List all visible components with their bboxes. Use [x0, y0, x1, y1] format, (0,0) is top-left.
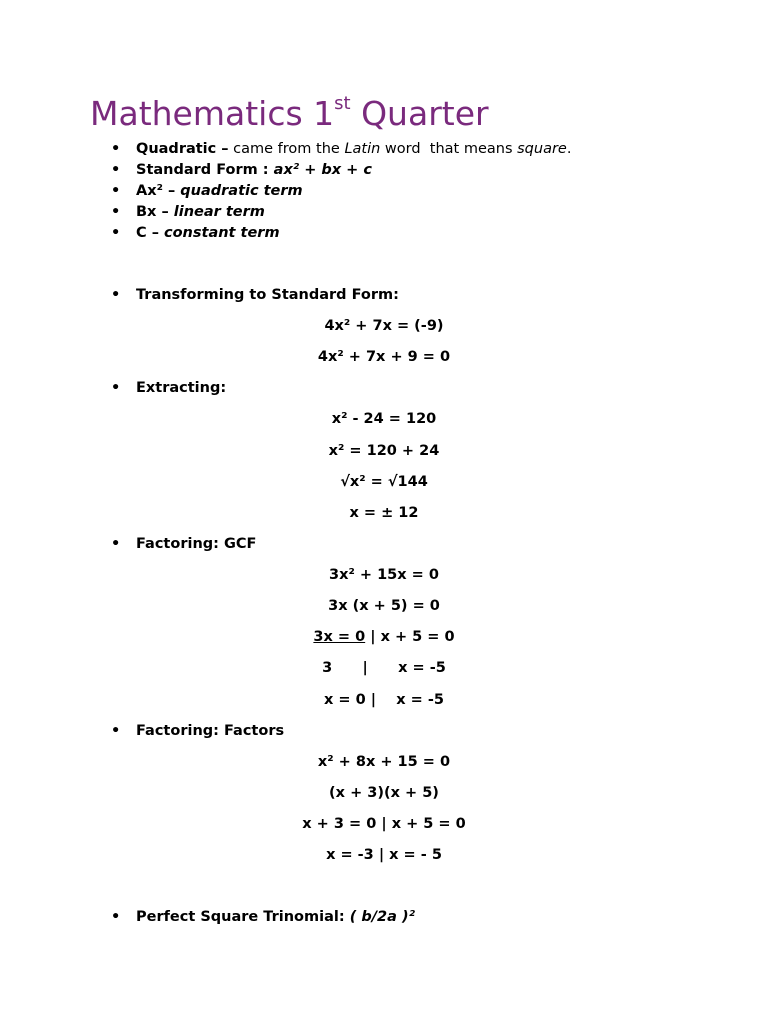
- equation-line: (x + 3)(x + 5): [329, 785, 439, 801]
- standard-form-value: ax² + bx + c: [273, 162, 372, 178]
- square-word: square: [517, 141, 567, 157]
- equation-line: √x² = √144: [340, 474, 428, 490]
- bullet-icon: •: [111, 536, 121, 552]
- bx-value: linear term: [173, 204, 265, 220]
- bullet-icon: •: [111, 723, 121, 739]
- quadratic-text-2: word that means: [380, 141, 518, 157]
- equation-line: x = 0 | x = -5: [324, 692, 444, 708]
- equation-line: x + 3 = 0 | x + 5 = 0: [302, 816, 466, 832]
- title-superscript: st: [334, 93, 351, 114]
- heading-text: Transforming to Standard Form:: [136, 287, 399, 303]
- bullet-icon: •: [111, 380, 121, 396]
- ax-value: quadratic term: [180, 183, 303, 199]
- equation-line: 3 | x = -5: [322, 660, 446, 676]
- bx-label: Bx –: [136, 204, 174, 220]
- underlined-equation: 3x = 0: [313, 629, 366, 645]
- perfect-square-value: ( b/2a )²: [349, 909, 415, 925]
- heading-text: Factoring: GCF: [136, 536, 257, 552]
- equation-line: 3x (x + 5) = 0: [328, 598, 440, 614]
- quadratic-label: Quadratic –: [136, 141, 229, 157]
- title-main: Mathematics 1: [90, 94, 335, 133]
- equation-line: x = -3 | x = - 5: [326, 847, 442, 863]
- bullet-icon: •: [111, 204, 121, 220]
- equation-line: 3x² + 15x = 0: [329, 567, 439, 583]
- bullet-icon: •: [111, 183, 121, 199]
- equation-rest: | x + 5 = 0: [365, 629, 455, 645]
- bullet-icon: •: [111, 162, 121, 178]
- title-rest: Quarter: [350, 94, 489, 133]
- page-title: [90, 92, 489, 136]
- ax-label: Ax² –: [136, 183, 181, 199]
- equation-line: 4x² + 7x + 9 = 0: [317, 349, 451, 365]
- bullet-icon: •: [111, 225, 121, 241]
- equation-line: x² - 24 = 120: [331, 411, 437, 427]
- equation-line: [0, 627, 768, 647]
- quadratic-text: came from the: [228, 141, 345, 157]
- bullet-icon: •: [111, 909, 121, 925]
- bullet-icon: •: [111, 141, 121, 157]
- equation-line: x² + 8x + 15 = 0: [317, 754, 451, 770]
- heading-text: Extracting:: [136, 380, 227, 396]
- c-label: C –: [136, 225, 164, 241]
- equation-line: 4x² + 7x = (-9): [324, 318, 444, 334]
- latin-word: Latin: [344, 141, 381, 157]
- perfect-square-label: Perfect Square Trinomial:: [136, 909, 350, 925]
- equation-line: x² = 120 + 24: [328, 443, 440, 459]
- heading-text: Factoring: Factors: [136, 723, 285, 739]
- c-value: constant term: [164, 225, 280, 241]
- equation-line: x = ± 12: [349, 505, 419, 521]
- bullet-icon: •: [111, 287, 121, 303]
- standard-form-label: Standard Form :: [136, 162, 274, 178]
- quadratic-end: .: [566, 141, 572, 157]
